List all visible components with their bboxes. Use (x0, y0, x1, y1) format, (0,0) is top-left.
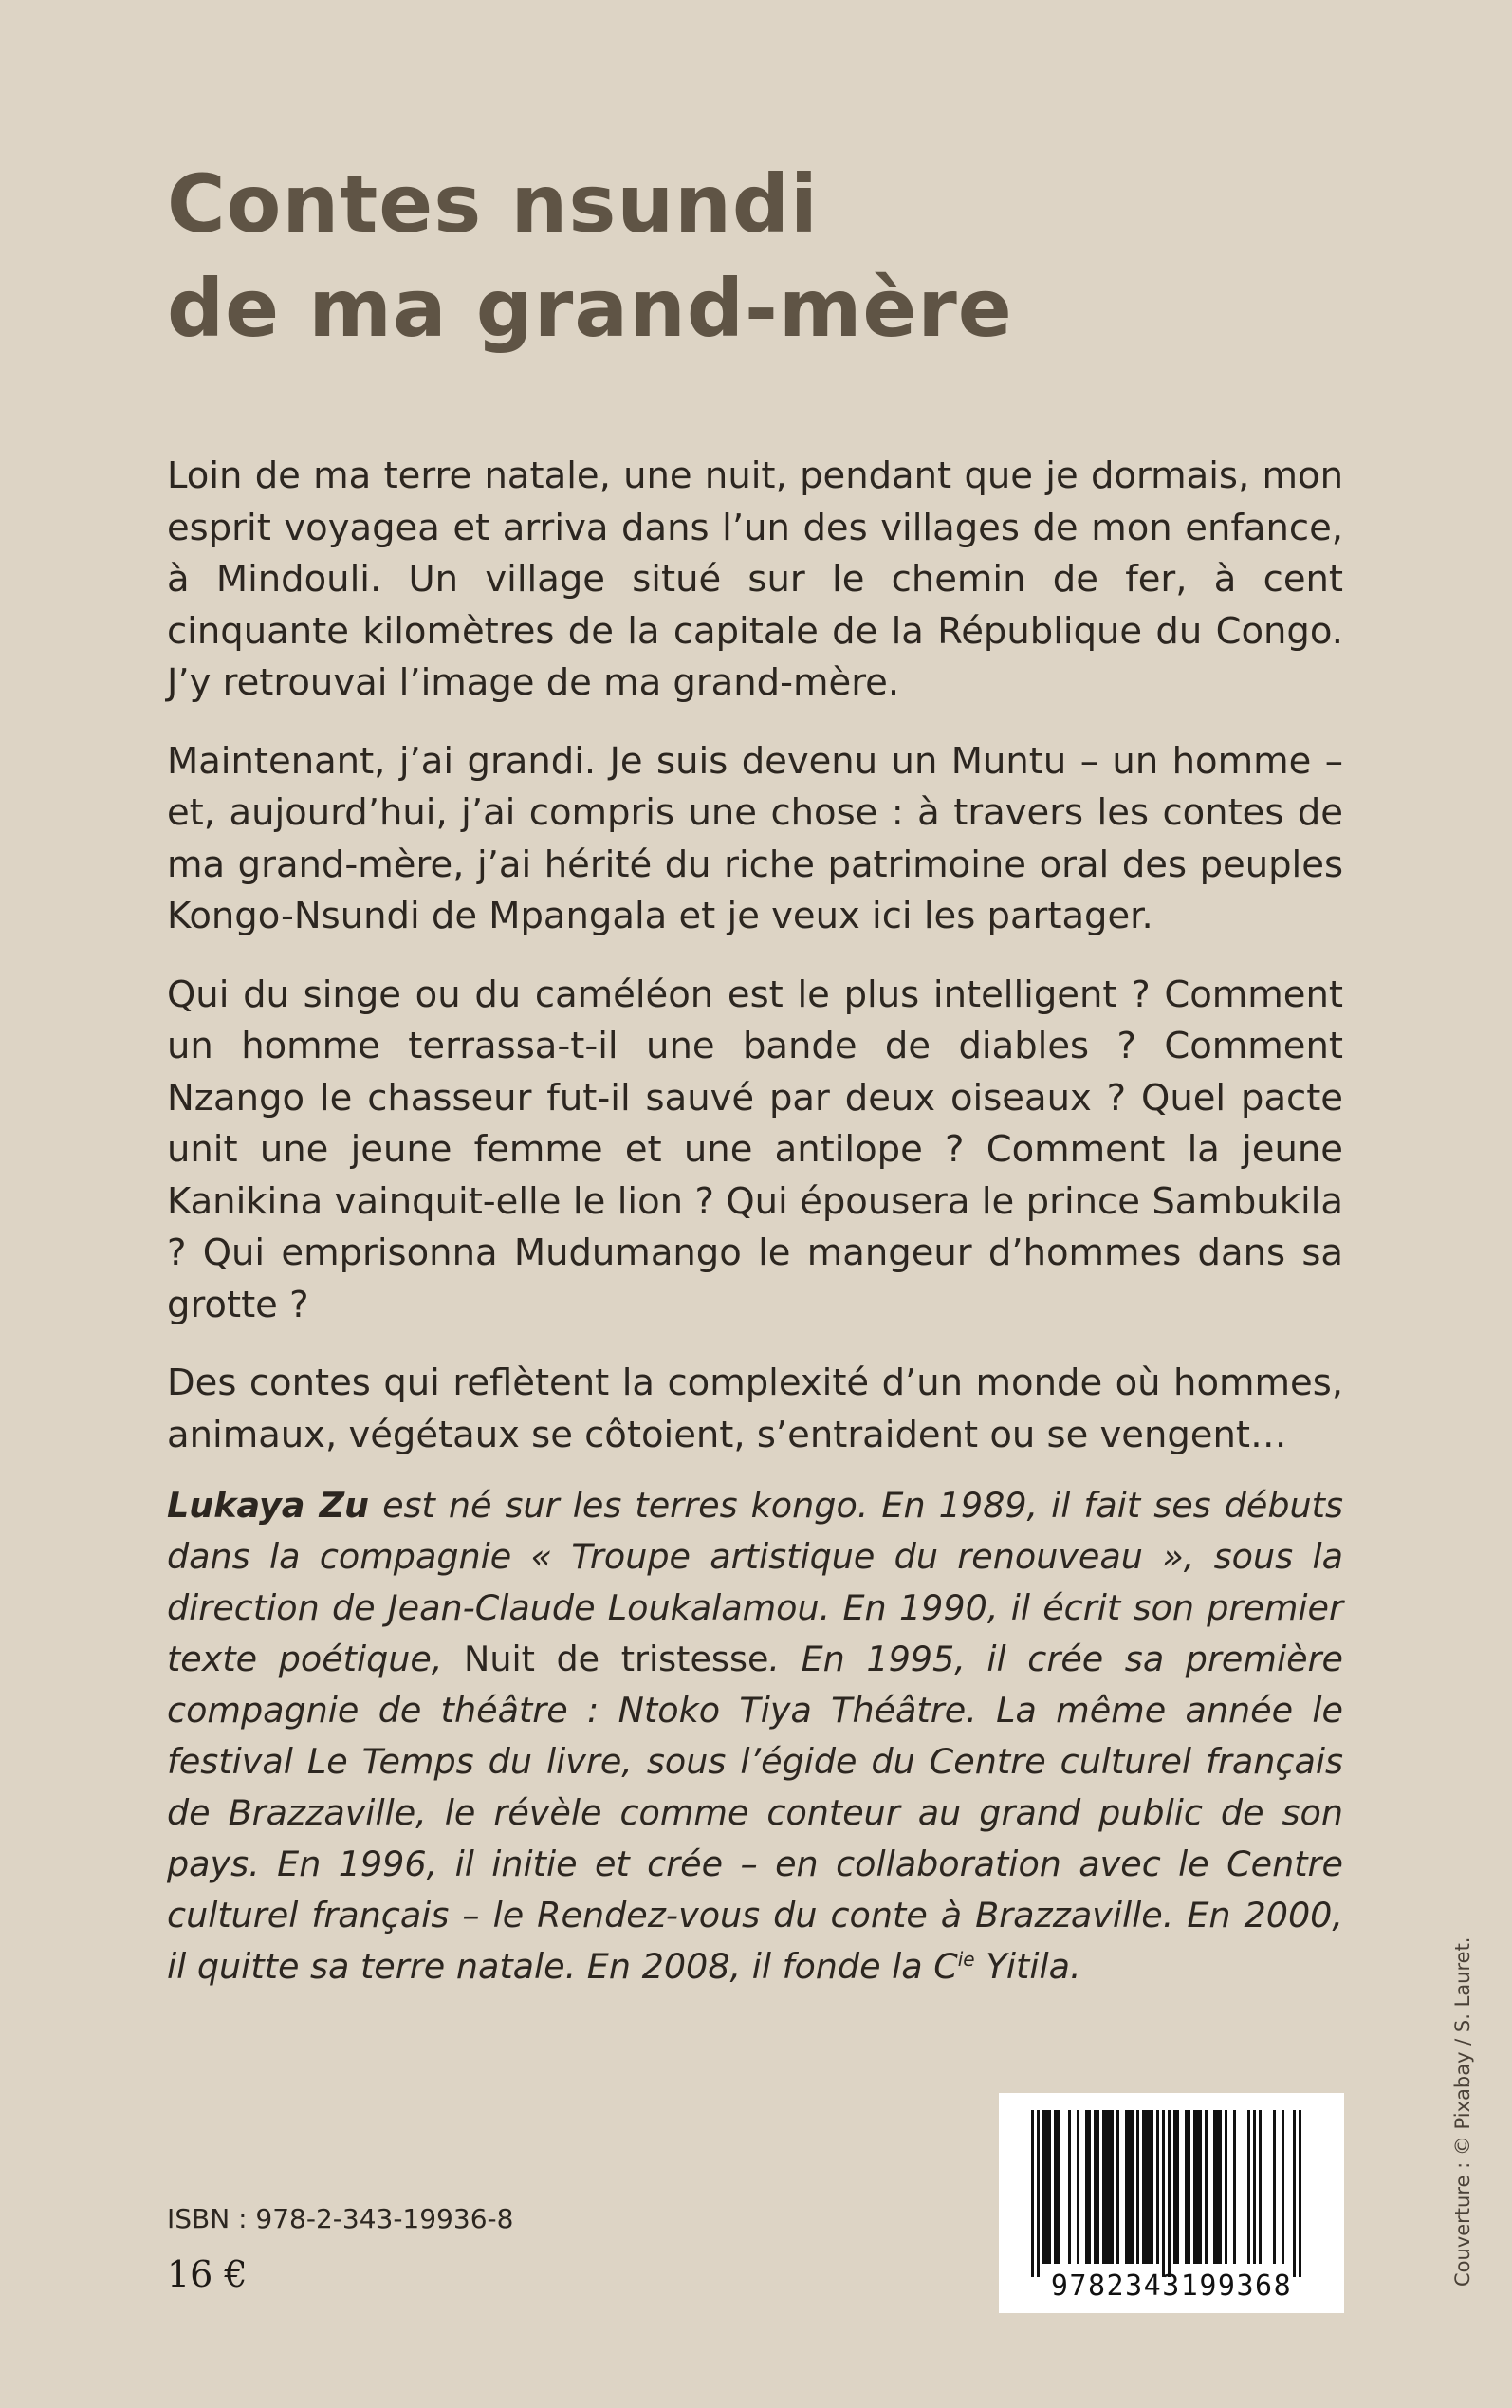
barcode-bar (1108, 2110, 1111, 2264)
barcode-digits: 9782343199368 (1050, 2269, 1293, 2303)
barcode-bar (1213, 2110, 1216, 2264)
barcode-bar (1253, 2110, 1256, 2264)
barcode-bar (1225, 2110, 1227, 2264)
barcode-bar (1247, 2110, 1250, 2264)
blurb-paragraph: Des contes qui reflètent la complexité d’un monde où hommes, animaux, végétaux se côtoient, s’entraident ou se vengent… (167, 1361, 1343, 1456)
barcode-bar (1097, 2110, 1099, 2264)
barcode-bar (1259, 2110, 1262, 2264)
bio-book-title: Nuit de tristesse (464, 1639, 769, 1679)
barcode-bar (1042, 2110, 1045, 2264)
barcode-bar (1199, 2110, 1202, 2264)
barcode-bar (1077, 2110, 1079, 2264)
barcode-bar (1282, 2110, 1284, 2264)
barcode-bar (1094, 2110, 1097, 2264)
barcode-bar (1128, 2110, 1131, 2264)
barcode-bar (1057, 2110, 1060, 2264)
blurb-paragraph: Loin de ma terre natale, une nuit, pendant que je dormais, mon esprit voyagea et arriva dans l’un des villages de mon enfance, à Mindouli. Un village situé sur le chemin de fer, à cent cinquante kilomètres de la capitale de la République du Congo. J’y retrouvai l’image de ma grand-mère. (167, 454, 1343, 704)
barcode-bar (1293, 2110, 1296, 2277)
barcode (999, 2093, 1344, 2313)
barcode-bar (1142, 2110, 1145, 2264)
barcode-bar (1116, 2110, 1119, 2264)
barcode-bar (1188, 2110, 1190, 2264)
bio-text: est né sur les terres kongo. En 1989, il fait ses débuts dans la compagnie « Troupe artistique du renouveau », sous la direction de Jean-Claude Loukalamou. En 1990, il écrit son premier texte poétique, (167, 1485, 1343, 1679)
author-name: Lukaya Zu (167, 1485, 370, 1526)
barcode-bar (1162, 2110, 1165, 2277)
barcode-bar (1125, 2110, 1128, 2264)
barcode-bar (1185, 2110, 1188, 2264)
barcode-bar (1216, 2110, 1219, 2264)
barcode-bar (1105, 2110, 1108, 2264)
bio-text: Yitila. (974, 1946, 1081, 1987)
barcode-bar (1054, 2110, 1057, 2264)
barcode-bar (1151, 2110, 1153, 2264)
barcode-bar (1219, 2110, 1222, 2264)
barcode-bar (1196, 2110, 1199, 2264)
author-bio (167, 1480, 1343, 1992)
barcode-bar (1037, 2110, 1040, 2277)
price: 16 € (167, 2253, 248, 2295)
book-title-line-2: de ma grand-mère (167, 262, 1013, 355)
barcode-bar (1299, 2110, 1301, 2277)
barcode-bar (1233, 2110, 1236, 2264)
barcode-bar (1273, 2110, 1276, 2264)
cover-credit: Couverture : © Pixabay / S. Lauret. (1451, 1936, 1474, 2287)
book-title-line-1: Contes nsundi (167, 157, 819, 250)
barcode-bar (1045, 2110, 1048, 2264)
barcode-bar (1085, 2110, 1088, 2264)
cover-credit-container (1451, 1888, 1489, 2287)
blurb-paragraph: Qui du singe ou du caméléon est le plus intelligent ? Comment un homme terrassa-t-il une bande de diables ? Comment Nzango le chasseur fut-il sauvé par deux oiseaux ? Quel pacte unit une jeune femme et une antilope ? Comment la jeune Kanikina vainquit-elle le lion ? Qui épousera le prince Sambukila ? Qui emprisonna Mudumango le mangeur d’hommes dans sa grotte ? (167, 972, 1343, 1326)
blurb (167, 451, 1343, 1461)
isbn: ISBN : 978-2-343-19936-8 (167, 2203, 514, 2234)
bio-superscript: ie (957, 1947, 975, 1971)
barcode-bar (1173, 2110, 1176, 2264)
barcode-bar (1193, 2110, 1196, 2264)
barcode-bar (1131, 2110, 1134, 2264)
barcode-bar (1168, 2110, 1171, 2277)
barcode-bar (1156, 2110, 1159, 2264)
barcode-bar (1031, 2110, 1034, 2277)
barcode-bar (1048, 2110, 1051, 2264)
barcode-bar (1088, 2110, 1091, 2264)
bio-text: . En 1995, il crée sa première compagnie de théâtre : Ntoko Tiya Théâtre. La même année le festival Le Temps du livre, sous l’égide du Centre culturel français de Brazzaville, le révèle comme conteur au grand public de son pays. En 1996, il initie et crée – en collaboration avec le Centre culturel français – le Rendez-vous du conte à Brazzaville. En 2000, il quitte sa terre natale. En 2008, il fonde la C (167, 1639, 1343, 1987)
barcode-bar (1068, 2110, 1071, 2264)
barcode-bar (1111, 2110, 1114, 2264)
barcode-bar (1148, 2110, 1151, 2264)
blurb-paragraph: Maintenant, j’ai grandi. Je suis devenu un Muntu – un homme – et, aujourd’hui, j’ai compris une chose : à travers les contes de ma grand-mère, j’ai hérité du riche patrimoine oral des peuples Kongo-Nsundi de Mpangala et je veux ici les partager. (167, 739, 1343, 937)
barcode-bar (1102, 2110, 1105, 2264)
barcode-bar (1205, 2110, 1208, 2264)
book-title (167, 152, 1343, 361)
barcode-bar (1136, 2110, 1139, 2264)
barcode-bar (1145, 2110, 1148, 2264)
barcode-bar (1176, 2110, 1179, 2264)
